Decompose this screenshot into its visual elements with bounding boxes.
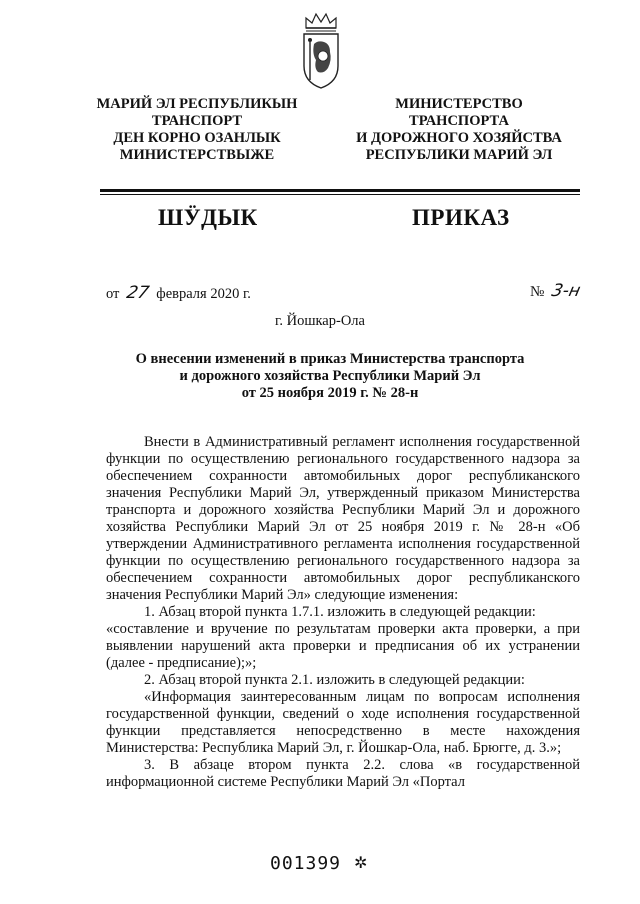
body-paragraph: 2. Абзац второй пункта 2.1. изложить в следующей редакции:: [144, 672, 525, 688]
header-left-line: ДЕН КОРНО ОЗАНЛЫК: [113, 130, 281, 146]
body-paragraph: «составление и вручение по результатам проверки акта проверки, а при выявлении нарушений акта проверки и предписания об их устранении (далее - предписание);»;: [106, 621, 580, 671]
number-prefix: №: [530, 284, 545, 300]
header-divider-thick: [100, 189, 580, 192]
header-right-line: ТРАНСПОРТА: [409, 113, 509, 129]
date-rest: февраля 2020 г.: [156, 286, 251, 302]
order-body: [106, 434, 580, 791]
number-value-handwritten: 3-н: [549, 281, 583, 301]
body-paragraph: «Информация заинтересованным лицам по вопросам исполнения государственной функции, сведений о ходе исполнения государственной функции представляется непосредственно в месте нахождения Министерства: Республика Марий Эл, г. Йошкар-Ола, наб. Брюгге, д. 3.»;: [106, 689, 580, 756]
serial-number: 001399: [270, 853, 342, 874]
header-left-org-name: [72, 96, 322, 164]
order-date: [106, 283, 251, 303]
header-right-line: И ДОРОЖНОГО ХОЗЯЙСТВА: [356, 130, 562, 146]
subject-line: от 25 ноября 2019 г. № 28-н: [241, 385, 419, 401]
title-russian: ПРИКАЗ: [412, 205, 510, 230]
title-mari: ШӰДЫК: [158, 205, 258, 230]
header-left-line: МАРИЙ ЭЛ РЕСПУБЛИКЫН: [96, 96, 298, 112]
body-paragraph: Внести в Административный регламент исполнения государственной функции по осуществлению регионального государственного надзора за обеспечением сохранности автомобильных дорог республиканского значения Республики Марий Эл, утвержденный приказом Министерства транспорта и дорожного хозяйства Республики Марий Эл и дорожного хозяйства Республики Марий Эл от 25 ноября 2019 г. № 28-н «Об утверждении Административного регламента исполнения государственной функции по осуществлению регионального государственного надзора за обеспечением сохранности автомобильных дорог республиканского значения Республики Марий Эл» следующие изменения:: [106, 434, 580, 603]
subject-line: О внесении изменений в приказ Министерства транспорта: [135, 351, 525, 367]
order-number: [530, 281, 584, 301]
body-paragraph: 3. В абзаце втором пункта 2.2. слова «в государственной информационной системе Республики Марий Эл «Портал: [106, 757, 580, 790]
body-paragraph: 1. Абзац второй пункта 1.7.1. изложить в следующей редакции:: [144, 604, 536, 620]
serial-mark-icon: ✲: [354, 855, 368, 872]
header-divider-thin: [100, 194, 580, 195]
header-right-line: МИНИСТЕРСТВО: [395, 96, 523, 112]
order-subject: [120, 351, 540, 402]
header-right-org-name: [334, 96, 584, 164]
coat-of-arms-icon: [296, 10, 346, 90]
header-right-line: РЕСПУБЛИКИ МАРИЙ ЭЛ: [365, 147, 553, 163]
date-prefix: от: [106, 286, 120, 302]
header-left-line: ТРАНСПОРТ: [151, 113, 243, 129]
subject-line: и дорожного хозяйства Республики Марий Эл: [179, 368, 481, 384]
city-line: г. Йошкар-Ола: [275, 313, 365, 329]
date-day-handwritten: 27: [124, 283, 151, 303]
header-left-line: МИНИСТЕРСТВЫЖЕ: [119, 147, 275, 163]
